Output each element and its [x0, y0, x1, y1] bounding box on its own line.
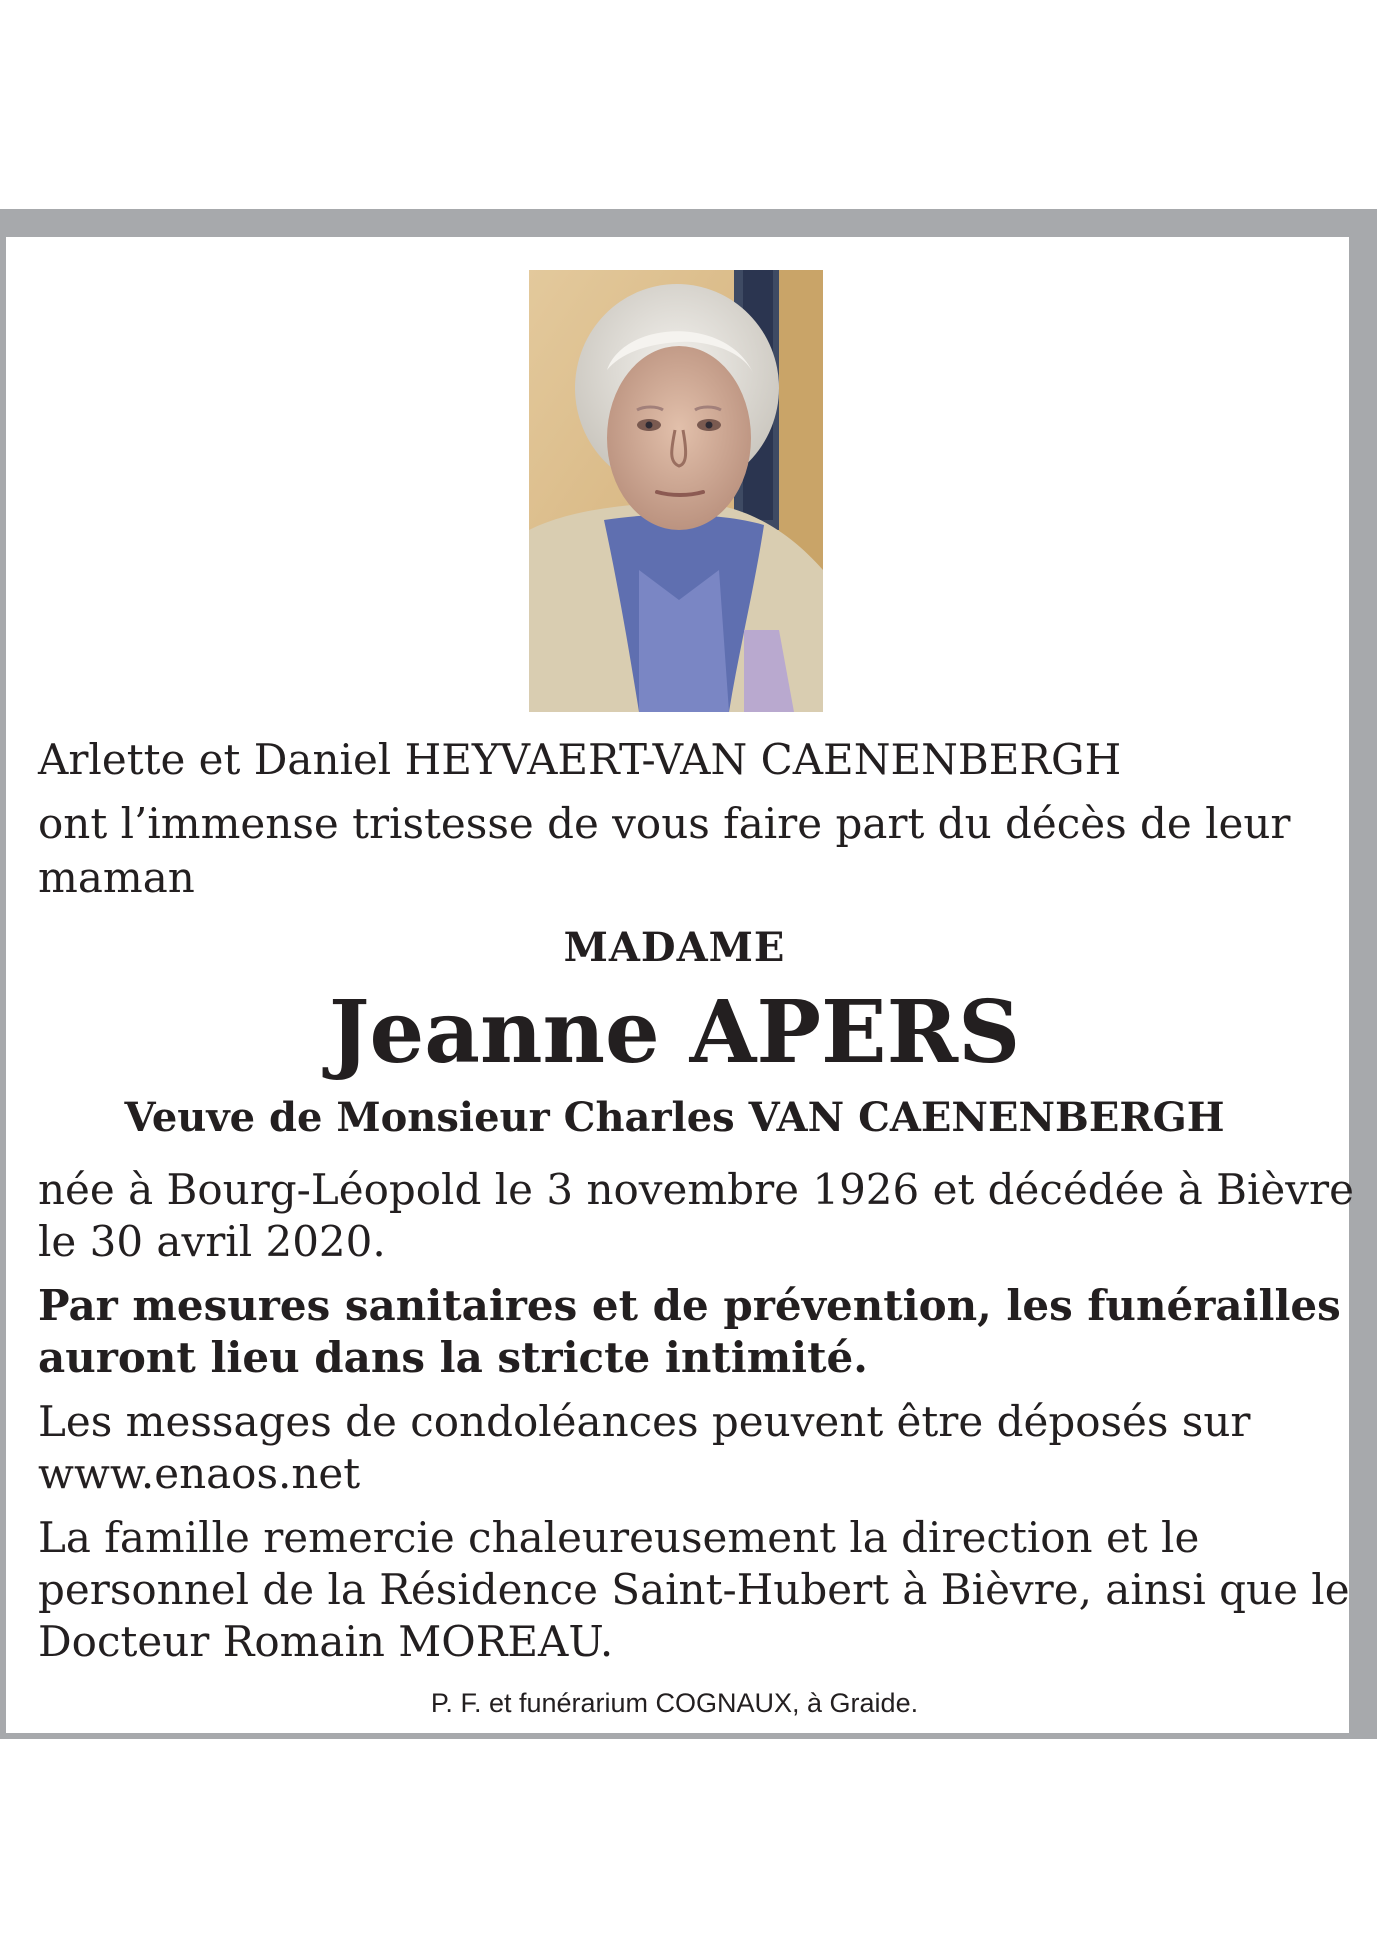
- intro-line-2: maman: [38, 853, 195, 902]
- birth-death-line-1: née à Bourg-Léopold le 3 novembre 1926 et décédée à Bièvre: [38, 1165, 1354, 1214]
- birth-death-line-2: le 30 avril 2020.: [38, 1217, 386, 1266]
- title-madame: MADAME: [563, 924, 786, 971]
- funeral-home-credit: P. F. et funérarium COGNAUX, à Graide.: [430, 1688, 919, 1718]
- funeral-notice-line-1: Par mesures sanitaires et de prévention, les funérailles: [38, 1281, 1341, 1330]
- funeral-notice-line-2: auront lieu dans la stricte intimité.: [38, 1333, 868, 1382]
- widow-of-line: Veuve de Monsieur Charles VAN CAENENBERGH: [124, 1094, 1225, 1141]
- intro-line-1: ont l’immense tristesse de vous faire part du décès de leur: [38, 799, 1291, 848]
- portrait-illustration: [529, 270, 823, 712]
- deceased-name: Jeanne APERS: [328, 982, 1021, 1083]
- condolence-website: www.enaos.net: [38, 1449, 361, 1498]
- thanks-line-2: personnel de la Résidence Saint-Hubert à Bièvre, ainsi que le: [38, 1565, 1350, 1614]
- thanks-line-1: La famille remercie chaleureusement la direction et le: [38, 1513, 1200, 1562]
- condolence-line-1: Les messages de condoléances peuvent être déposés sur: [38, 1397, 1251, 1446]
- thanks-line-3: Docteur Romain MOREAU.: [38, 1617, 614, 1666]
- portrait-photo: [529, 270, 823, 712]
- family-line: Arlette et Daniel HEYVAERT-VAN CAENENBERGH: [38, 735, 1122, 784]
